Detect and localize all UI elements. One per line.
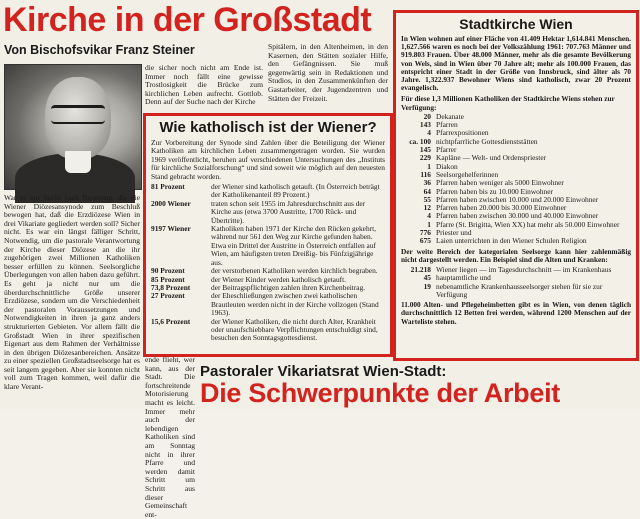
article-headline: Kirche in der Großstadt	[3, 1, 372, 39]
stat-number: 90 Prozent	[151, 266, 185, 276]
article-byline: Von Bischofsvikar Franz Steiner	[4, 43, 195, 57]
stat-text: Pfarren	[436, 120, 458, 130]
stat-number: 19	[423, 281, 431, 291]
stat-text: Dekanate	[436, 111, 464, 121]
survey-rows	[146, 183, 390, 343]
bottom-kicker: Pastoraler Vikariatsrat Wien-Stadt:	[200, 363, 447, 380]
stat-row	[151, 200, 385, 225]
stat-number: 21.218	[410, 264, 431, 274]
stadtkirche-box-title: Stadtkirche Wien	[459, 16, 573, 32]
stat-number: 145	[419, 145, 431, 155]
article-column-right-top	[268, 43, 388, 113]
stat-number: 27 Prozent	[151, 291, 185, 301]
stat-text: Wiener liegen — im Tagesdurchschnitt — im Krankenhaus	[436, 264, 612, 274]
stat-text: der verstorbenen Katholiken werden kirchlich begraben.	[211, 266, 378, 276]
stat-row	[401, 283, 631, 300]
stat-number: 4	[427, 128, 431, 138]
author-portrait-photo	[4, 64, 142, 190]
survey-box-intro: Zur Vorbereitung der Synode sind Zahlen über die Beteiligung der Wiener Katholiken am kirchlichen Leben zusammengetragen worden. Sie wurden 1969 veröffentlicht, beruhen auf verschiedenen Untersuchungen des „Instituts für kirchliche Sozialforschung“ und sind soweit wie möglich auf den neuesten Stand gebracht worden.	[151, 138, 385, 181]
bottom-headline: Die Schwerpunkte der Arbeit	[200, 378, 560, 408]
stat-number: 45	[423, 273, 431, 283]
article-column-mid-top	[145, 64, 263, 111]
stat-text: der Wiener Katholiken, die nicht durch Alter, Krankheit oder unaufschiebbare Verpflichtungen entschuldigt sind, besuchen den Sonntagsgottesdienst.	[211, 316, 378, 343]
stat-number: 9197 Wiener	[151, 224, 191, 234]
stadtkirche-rows-2	[396, 266, 636, 299]
stat-text: Pfarren haben zwischen 30.000 und 40.000 Einwohner	[436, 211, 599, 221]
article-paragraph: ende flieht, wer kann, aus der Stadt. Die fortschreitende Motorisierung macht es leicht. Immer mehr auch der lebendigen Katholiken sind am Sonntag nicht in ihrer Pfarre und werden damit Schritt um Schritt aus dieser Gemeinschaft ent-	[145, 355, 195, 519]
stat-number: 55	[423, 194, 431, 204]
article-column-left	[4, 194, 140, 408]
survey-box	[143, 113, 393, 357]
stat-text: der Wiener sind katholisch getauft. (In Österreich beträgt der Katholikenanteil 89 Prozent.)	[211, 182, 380, 200]
stadtkirche-box	[393, 10, 639, 361]
stadtkirche-box-paragraph-3: 11.000 Alten- und Pflegeheimbetten gibt es in Wien, von denen täglich durchschnittlich 12 Betten frei werden, während 1200 Menschen auf der Warteliste stehen.	[401, 300, 631, 326]
article-paragraph: Spitälern, in den Altenheimen, in den Kasernen, den Stätten sozialer Hilfe, den Gefängnissen. Sie muß gegenwärtig sein in Redaktionen und Studios, in den Zusammenkünften der Gastarbeiter, der Jugendzentren und Stätten der Freizeit.	[268, 42, 388, 103]
stat-text: Laien unterrichten in den Wiener Schulen Religion	[436, 236, 587, 246]
stadtkirche-rows	[396, 113, 636, 246]
article-paragraph: die sicher noch nicht am Ende ist. Immer noch fällt eine gewisse Trostlosigkeit die Brücke zum kirchlichen Leben aufrecht. Gottlob. Denn auf der Suche nach der Kirche	[145, 63, 263, 107]
stat-number: ca. 100	[409, 136, 431, 146]
stat-number: 15,6 Prozent	[151, 316, 191, 326]
stat-number: 776	[419, 227, 431, 237]
stat-number: 1	[427, 161, 431, 171]
survey-box-title: Wie katholisch ist der Wiener?	[159, 119, 377, 136]
stat-text: Pfarren haben weniger als 5000 Einwohner	[436, 178, 564, 188]
stadtkirche-box-paragraph-2: Der weite Bereich der kategorialen Seelsorge kann hier zahlenmäßig nicht dargestellt werden. Ein Beispiel sind die Alten und Kranken:	[401, 246, 631, 264]
stat-text: Seelsorgehelferinnen	[436, 169, 499, 179]
stat-text: nebenamtliche Krankenhausseelsorger stehen für sie zur Verfügung	[436, 281, 603, 299]
stat-text: Diakon	[436, 161, 458, 171]
stat-text: Pfarren haben zwischen 10.000 und 20.000 Einwohner	[436, 194, 599, 204]
stat-text: Katholiken haben 1971 der Kirche den Rücken gekehrt, während nur 561 den Weg zur Kirche gefunden haben. Etwa ein Drittel der Austritte in Österreich entfallen auf Wien, am häufigsten treten Dreißig- bis Fünfzigjährige aus.	[211, 224, 377, 267]
stat-text: Pfarren haben bis zu 10.000 Einwohner	[436, 186, 553, 196]
stat-number: 143	[419, 120, 431, 130]
stat-row	[151, 318, 385, 343]
stat-text: Pfarrexpositionen	[436, 128, 489, 138]
stat-text: der Wiener Kinder werden katholisch getauft.	[211, 274, 347, 284]
stat-text: hauptamtliche und	[436, 273, 491, 283]
stat-text: nichtpfarrliche Gottesdienststätten	[436, 136, 538, 146]
stat-number: 229	[419, 153, 431, 163]
stat-text: der Beitragspflichtigen zahlen ihren Kirchenbeitrag.	[211, 282, 366, 292]
stat-row	[151, 183, 385, 200]
stat-number: 73,8 Prozent	[151, 282, 191, 292]
stat-text: der Eheschließungen zwischen zwei katholischen Brautleuten werden nicht in der Kirche vollzogen (Stand 1963).	[211, 291, 379, 318]
stat-number: 81 Prozent	[151, 182, 185, 192]
stat-number: 64	[423, 186, 431, 196]
stat-number: 675	[419, 236, 431, 246]
stat-number: 20	[423, 111, 431, 121]
stat-text: traten schon seit 1955 im Jahresdurchschnitt aus der Kirche aus (etwa 3700 Austritte, 1700 Rück- und Übertritte).	[211, 198, 366, 225]
stat-text: Pfarrer	[436, 145, 457, 155]
stadtkirche-box-subhead: Für diese 1,3 Millionen Katholiken der Stadtkirche Wiens stehen zur Verfügung:	[401, 94, 615, 112]
stat-row	[151, 225, 385, 267]
stat-number: 85 Prozent	[151, 274, 185, 284]
stat-number: 2000 Wiener	[151, 198, 191, 208]
stat-text: Kapläne — Welt- und Ordenspriester	[436, 153, 547, 163]
stat-number: 36	[423, 178, 431, 188]
stat-number: 12	[423, 203, 431, 213]
stat-number: 1	[427, 219, 431, 229]
stadtkirche-box-intro: In Wien wohnen auf einer Fläche von 41.409 Hektar 1,614.841 Menschen. 1,627.566 waren es noch bei der Volkszählung 1961: 707.763 Männer und 919.803 Frauen. Über 48.000 Männer, mehr als die gesamte Bevölkerung von Wels, sind in Wien über 70 Jahre alt; mehr als 100.000 Frauen, das entspricht einer Stadt in der Größe von Innsbruck, sind älter als 70 Jahre. 1,322.937 Bewohner Wiens sind katholisch, zwar 20 Prozent evangelisch.	[401, 34, 631, 93]
article-paragraph: War es nur Sucht nach Neuerung, die die Wiener Diözesansynode zum Beschluß bewogen hat, daß die Erzdiözese Wien in drei Vikariate gegliedert werden soll? Sicher nicht. Es war ein längst fälliger Schritt, Notwendig, um die pastorale Verantwortung der Kirche dieser Diözese an die ihr zugehörigen zwei Millionen Katholiken besser erfüllen zu können. Seelsorgliche Überlegungen von allen haben dazu geführt. Es geht ja nicht nur um die überdurchschnittliche Größe unserer Erzdiözese, sondern um die Verschiedenheit der pastoralen Voraussetzungen und Notwendigkeiten in ihren ja ganz anders strukturierten Gebieten. Vor allem fällt die Großstadt Wien in ihrer spezifischen Eigenart aus dem Rahmen der Verhältnisse in den übrigen Diözesanbereichen. Ansätze zu einer speziellen Großstadtseelsorge hat es seit langem gegeben. Aber sie konnten nicht voll zum Tragen kommen, weil dafür die klare Verant-	[4, 193, 140, 392]
stat-row	[401, 237, 631, 245]
stat-text: Pfarre (St. Brigitta, Wien XX) hat mehr als 50.000 Einwohner	[436, 219, 620, 229]
stat-text: Priester und	[436, 227, 472, 237]
stat-number: 4	[427, 211, 431, 221]
stat-row	[151, 292, 385, 317]
stat-text: Pfarren haben 20.000 bis 30.000 Einwohner	[436, 203, 567, 213]
stat-number: 116	[420, 169, 431, 179]
